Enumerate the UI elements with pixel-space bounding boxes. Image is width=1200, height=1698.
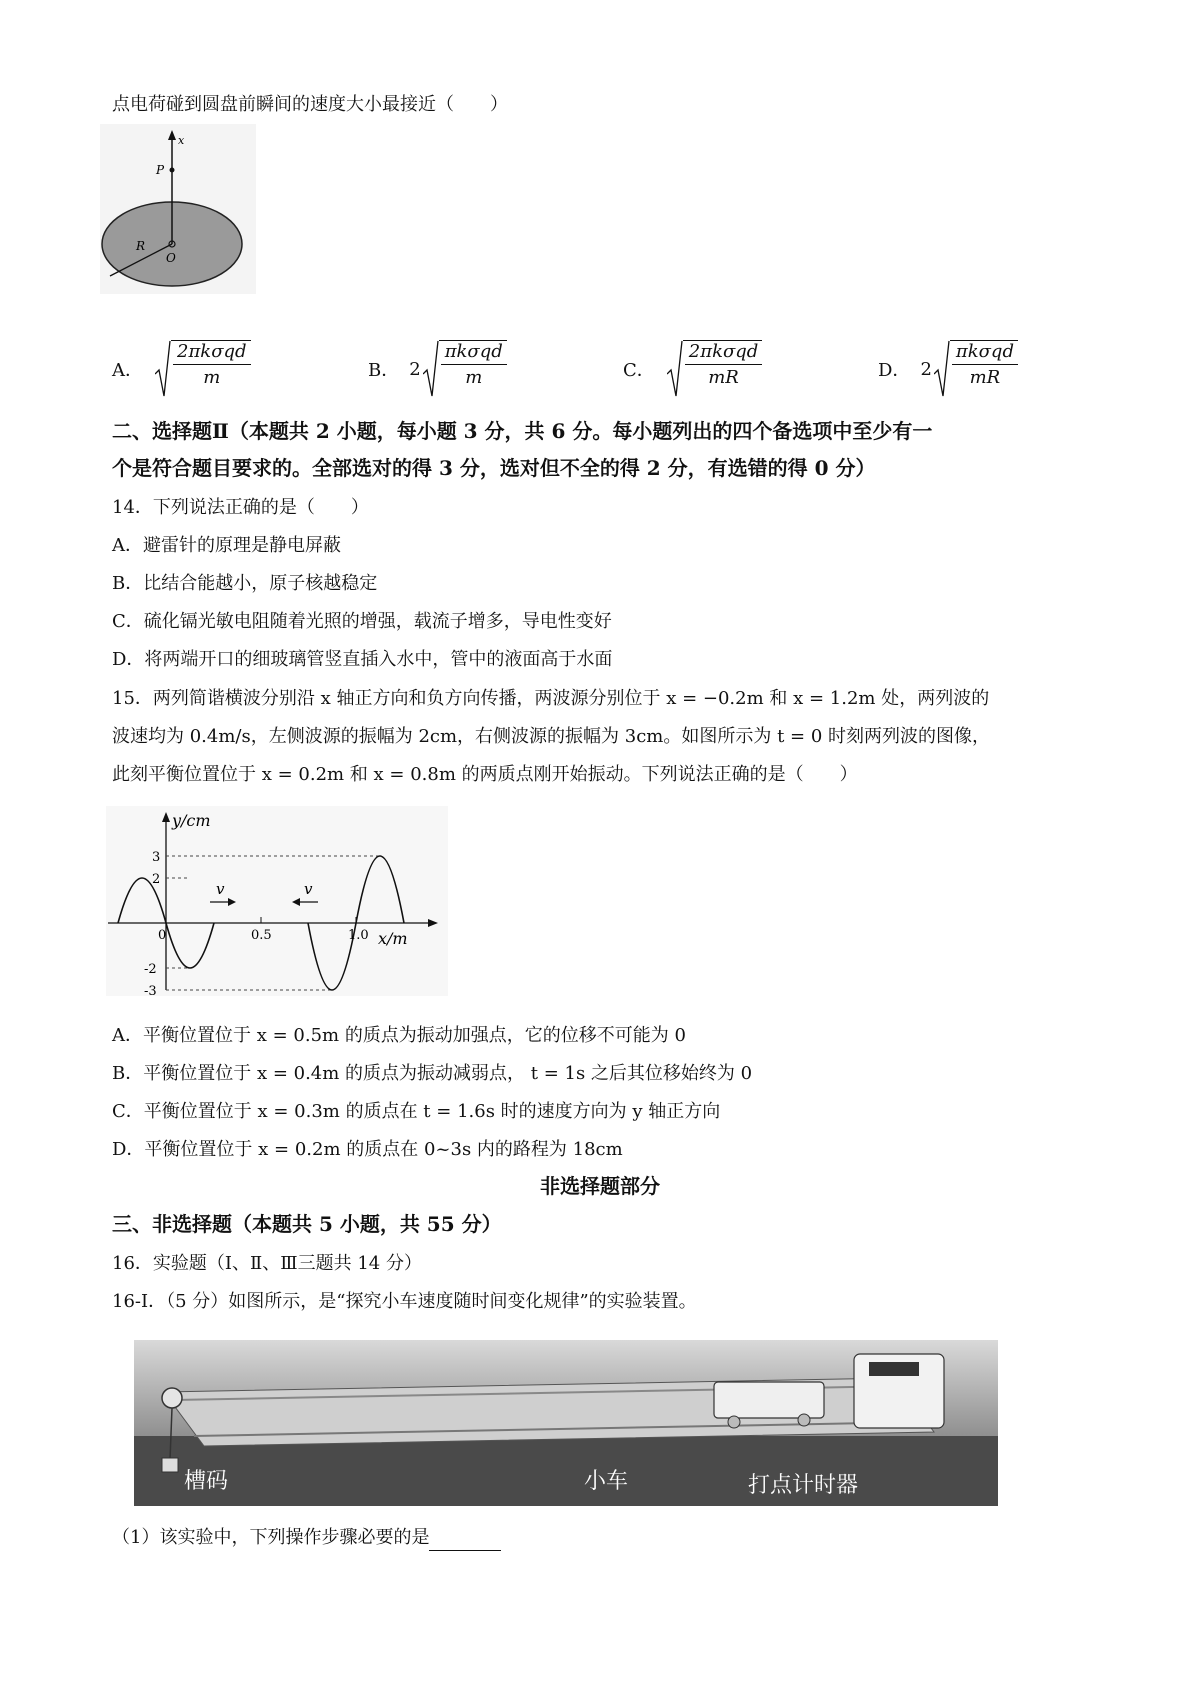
- q14-stem: 14．下列说法正确的是（ ）: [112, 497, 369, 518]
- numerator: πkσqd: [952, 341, 1018, 365]
- v-left-label: v: [216, 880, 225, 898]
- part-title: 非选择题部分: [540, 1174, 660, 1198]
- option-label: D．: [878, 360, 911, 381]
- option-label: B．: [368, 360, 400, 381]
- denominator: m: [465, 367, 483, 388]
- q15-option-b: B．平衡位置位于 x = 0.4m 的质点为振动减弱点， t = 1s 之后其位移始终为 0: [112, 1063, 753, 1084]
- q16-part1-text: （1）该实验中，下列操作步骤必要的是: [112, 1527, 430, 1548]
- q16-part1: [112, 1525, 501, 1551]
- q15-stem-line3: 此刻平衡位置位于 x = 0.2m 和 x = 0.8m 的两质点刚开始振动。下列说法正确的是（ ）: [112, 764, 858, 785]
- q15-option-a: A．平衡位置位于 x = 0.5m 的质点为振动加强点，它的位移不可能为 0: [112, 1025, 686, 1046]
- v-right-label: v: [304, 880, 313, 898]
- q14-option-c: C．硫化镉光敏电阻随着光照的增强，载流子增多，导电性变好: [112, 611, 612, 632]
- o-label: O: [166, 251, 176, 265]
- y-tick-minus-2: -2: [144, 962, 157, 977]
- y-tick-minus-3: -3: [144, 984, 157, 996]
- answer-blank[interactable]: [429, 1532, 501, 1551]
- denominator: mR: [708, 367, 739, 388]
- label-weight: 槽码: [184, 1469, 229, 1494]
- option-coef: 2: [920, 358, 932, 380]
- numerator: πkσqd: [441, 341, 507, 365]
- section2-title-line2: 个是符合题目要求的。全部选对的得 3 分，选对但不全的得 2 分，有选错的得 0 分）: [112, 456, 876, 480]
- x-axis-label: x: [178, 134, 185, 147]
- denominator: mR: [969, 367, 1001, 388]
- x-tick-0: 0: [158, 928, 167, 943]
- q15-option-d: D．平衡位置位于 x = 0.2m 的质点在 0~3s 内的路程为 18cm: [112, 1139, 623, 1160]
- q14-option-d: D．将两端开口的细玻璃管竖直插入水中，管中的液面高于水面: [112, 649, 613, 670]
- q13-option-a: [112, 334, 251, 404]
- label-timer: 打点计时器: [748, 1473, 859, 1498]
- q16-title: 16．实验题（Ⅰ、Ⅱ、Ⅲ三题共 14 分）: [112, 1253, 422, 1274]
- q13-option-c: [623, 334, 762, 404]
- x-axis-label: x/m: [378, 929, 408, 948]
- q15-stem-line1: 15．两列简谐横波分别沿 x 轴正方向和负方向传播，两波源分别位于 x = −0.2m 和 x = 1.2m 处，两列波的: [112, 688, 990, 709]
- cart: [714, 1382, 824, 1418]
- q13-option-b: [368, 334, 507, 404]
- x-tick-0-5: 0.5: [251, 928, 272, 943]
- p-label: P: [156, 163, 165, 177]
- point-p: [170, 168, 175, 173]
- y-tick-3: 3: [152, 850, 161, 865]
- option-coef: 2: [409, 358, 421, 380]
- sqrt-expression: [423, 340, 507, 398]
- weight-hanger: [162, 1458, 178, 1472]
- q13-option-d: [878, 334, 1018, 404]
- option-label: A．: [112, 360, 143, 381]
- section2-title-line1: 二、选择题Ⅱ（本题共 2 小题，每小题 3 分，共 6 分。每小题列出的四个备选项中至少有一: [112, 419, 933, 443]
- q15-option-c: C．平衡位置位于 x = 0.3m 的质点在 t = 1.6s 时的速度方向为 y 轴正方向: [112, 1101, 721, 1122]
- pulley: [162, 1388, 182, 1408]
- sqrt-expression: [667, 340, 763, 398]
- numerator: 2πkσqd: [173, 341, 251, 365]
- x-tick-1-0: 1.0: [348, 928, 369, 943]
- disk-figure: [100, 124, 256, 294]
- denominator: m: [203, 367, 221, 388]
- sqrt-expression: [155, 340, 251, 398]
- r-label: R: [136, 239, 146, 253]
- option-label: C．: [623, 360, 655, 381]
- q14-option-b: B．比结合能越小，原子核越稳定: [112, 573, 378, 594]
- sqrt-expression: [934, 340, 1018, 398]
- apparatus-photo: [134, 1340, 998, 1506]
- numerator: 2πkσqd: [685, 341, 763, 365]
- q15-stem-line2: 波速均为 0.4m/s，左侧波源的振幅为 2cm，右侧波源的振幅为 3cm。如图所示为 t = 0 时刻两列波的图像，: [112, 726, 991, 747]
- y-tick-2: 2: [152, 872, 161, 887]
- q16-sub1: 16-Ⅰ．（5 分）如图所示，是“探究小车速度随时间变化规律”的实验装置。: [112, 1291, 697, 1312]
- wave-graph: [106, 806, 448, 996]
- q14-option-a: A．避雷针的原理是静电屏蔽: [112, 535, 341, 556]
- y-axis-label: y/cm: [172, 811, 211, 830]
- q13-stem-tail: 点电荷碰到圆盘前瞬间的速度大小最接近（ ）: [112, 94, 508, 115]
- section3-title: 三、非选择题（本题共 5 小题，共 55 分）: [112, 1212, 502, 1236]
- label-cart: 小车: [584, 1469, 629, 1494]
